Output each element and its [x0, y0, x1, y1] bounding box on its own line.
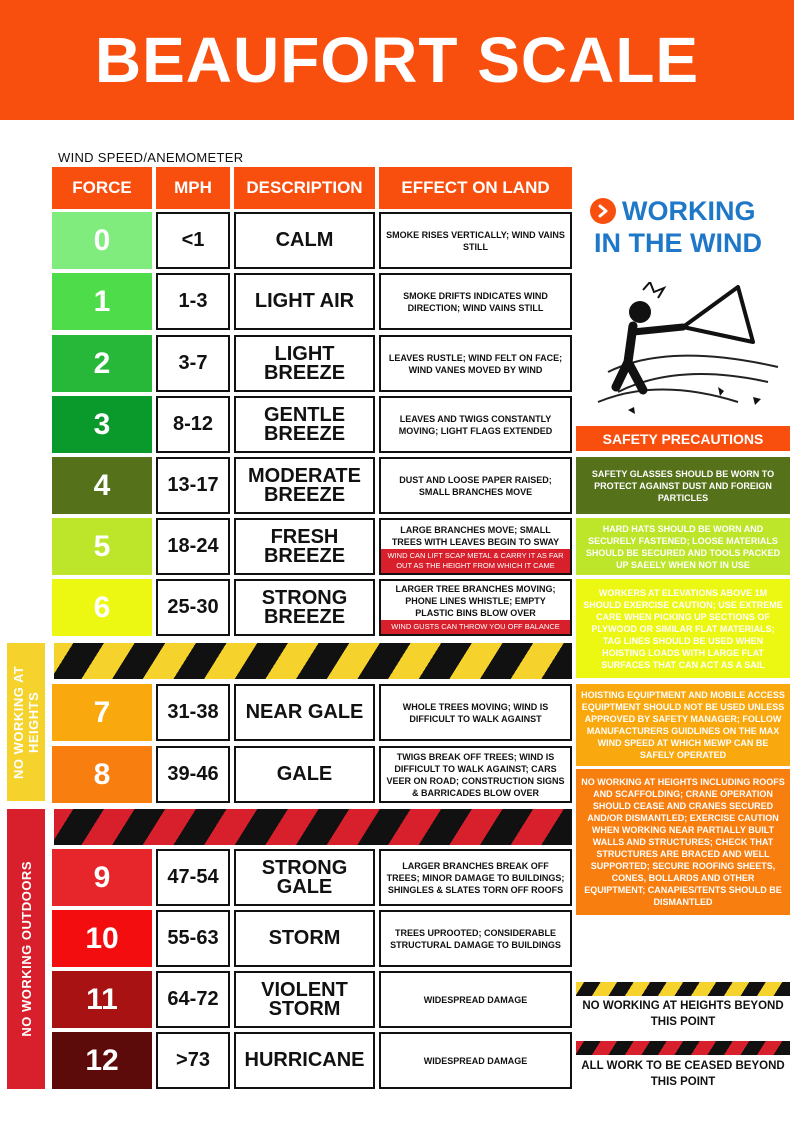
header-description: DESCRIPTION: [234, 167, 375, 209]
force-cell: 0: [52, 212, 152, 269]
mph-cell: 64-72: [156, 971, 230, 1028]
title-line2: IN THE WIND: [594, 228, 762, 258]
effect-cell: [379, 335, 572, 392]
effect-text: LARGE BRANCHES MOVE; SMALL TREES WITH LEAVES BEGIN TO SWAY: [391, 525, 560, 547]
description-cell: GENTLE BREEZE: [234, 396, 375, 453]
force-cell: 4: [52, 457, 152, 514]
mph-cell: 47-54: [156, 849, 230, 906]
mph-cell: 18-24: [156, 518, 230, 575]
band-heights-label: NO WORKING AT HEIGHTS: [11, 665, 41, 779]
working-in-wind-title: [590, 195, 790, 259]
header-force: FORCE: [52, 167, 152, 209]
precaution-box: SAFETY GLASSES SHOULD BE WORN TO PROTECT AGAINST DUST AND FOREIGN PARTICLES: [576, 457, 790, 514]
effect-cell: [379, 746, 572, 803]
description-cell: LIGHT BREEZE: [234, 335, 375, 392]
force-cell: 6: [52, 579, 152, 636]
description-cell: VIOLENT STORM: [234, 971, 375, 1028]
title-line1: WORKING: [622, 196, 756, 226]
mph-cell: 25-30: [156, 579, 230, 636]
legend-heights-stripe: [576, 982, 790, 996]
legend-heights-text: NO WORKING AT HEIGHTS BEYOND THIS POINT: [582, 1000, 784, 1028]
effect-text: LEAVES RUSTLE; WIND FELT ON FACE; WIND VANES MOVED BY WIND: [388, 352, 563, 375]
force-cell: 12: [52, 1032, 152, 1089]
effect-text: WIDESPREAD DAMAGE: [423, 1055, 528, 1066]
force-cell: 10: [52, 910, 152, 967]
description-cell: STRONG GALE: [234, 849, 375, 906]
mph-cell: 13-17: [156, 457, 230, 514]
precaution-box: WORKERS AT ELEVATIONS ABOVE 1M SHOULD EXERCISE CAUTION; USE EXTREME CARE WHEN PICKING UP SECTIONS OF PLYWOOD OR SIMILAR FLAT MATERIALS; TAG LINES SHOULD BE USED WHEN HOISTING LOADS WITH LARGE FLAT SURFACES THAT CAN ACT AS A SAIL: [576, 579, 790, 678]
legend-ceased-stripe: [576, 1041, 790, 1055]
effect-cell: [379, 1032, 572, 1089]
effect-text: TREES UPROOTED; CONSIDERABLE STRUCTURAL DAMAGE TO BUILDINGS: [390, 927, 561, 950]
effect-text: LARGER BRANCHES BREAK OFF TREES; MINOR DAMAGE TO BUILDINGS; SHINGLES & SLATES TORN OFF ROOFS: [386, 860, 565, 895]
mph-cell: 3-7: [156, 335, 230, 392]
header-mph: MPH: [156, 167, 230, 209]
force-cell: 5: [52, 518, 152, 575]
page-title: BEAUFORT SCALE: [94, 24, 700, 96]
band-outdoors-label: NO WORKING OUTDOORS: [18, 861, 34, 1037]
effect-cell: [379, 910, 572, 967]
description-cell: GALE: [234, 746, 375, 803]
description-cell: MODERATE BREEZE: [234, 457, 375, 514]
force-cell: 11: [52, 971, 152, 1028]
force-cell: 7: [52, 684, 152, 741]
mph-cell: 1-3: [156, 273, 230, 330]
description-cell: NEAR GALE: [234, 684, 375, 741]
effect-text: WIDESPREAD DAMAGE: [423, 994, 528, 1005]
title-banner: [0, 0, 794, 120]
mph-cell: >73: [156, 1032, 230, 1089]
mph-cell: 8-12: [156, 396, 230, 453]
effect-text: DUST AND LOOSE PAPER RAISED; SMALL BRANCHES MOVE: [399, 474, 552, 497]
force-cell: 8: [52, 746, 152, 803]
band-no-working-outdoors: [7, 809, 45, 1089]
effect-cell: [379, 518, 572, 575]
description-cell: CALM: [234, 212, 375, 269]
effect-text: SMOKE DRIFTS INDICATES WIND DIRECTION; WIND VAINS STILL: [403, 290, 548, 313]
precaution-box: HARD HATS SHOULD BE WORN AND SECURELY FASTENED; LOOSE MATERIALS SHOULD BE SECURED AND TOOLS PACKED UP SAEELY WHEN NOT IN USE: [576, 518, 790, 575]
effect-cell: [379, 971, 572, 1028]
effect-text: SMOKE RISES VERTICALLY; WIND VAINS STILL: [386, 229, 565, 252]
effect-cell: [379, 579, 572, 636]
effect-cell: [379, 396, 572, 453]
subtitle: WIND SPEED/ANEMOMETER: [58, 150, 244, 165]
legend-ceased-text: ALL WORK TO BE CEASED BEYOND THIS POINT: [581, 1060, 785, 1088]
outdoors-hazard-stripe: [54, 809, 572, 845]
mph-cell: <1: [156, 212, 230, 269]
band-no-working-heights: [7, 643, 45, 801]
effect-cell: [379, 273, 572, 330]
safety-precautions-header: SAFETY PRECAUTIONS: [576, 426, 790, 451]
force-cell: 1: [52, 273, 152, 330]
heights-hazard-stripe: [54, 643, 572, 679]
effect-warning: WIND CAN LIFT SCAP METAL & CARRY IT AS FAR OUT AS THE HEIGHT FROM WHICH IT CAME: [381, 549, 570, 573]
mph-cell: 31-38: [156, 684, 230, 741]
effect-text: TWIGS BREAK OFF TREES; WIND IS DIFFICULT TO WALK AGAINST; CARS VEER ON ROAD; CONSTRUCTION SIGNS & BARRICADES BLOW OVER: [386, 751, 565, 798]
mph-cell: 39-46: [156, 746, 230, 803]
header-effect: EFFECT ON LAND: [379, 167, 572, 209]
effect-cell: [379, 457, 572, 514]
chevron-right-icon: [590, 198, 616, 224]
force-cell: 9: [52, 849, 152, 906]
effect-text: WHOLE TREES MOVING; WIND IS DIFFICULT TO WALK AGAINST: [402, 701, 549, 724]
precaution-box: NO WORKING AT HEIGHTS INCLUDING ROOFS AND SCAFFOLDING; CRANE OPERATION SHOULD CEASE AND CRANES SECURED AND/OR DISMANTLED; EXERCISE CAUTION WHEN WORKING NEAR PARTIALLY BUILT WALLS AND STRUCTURES; CHECK THAT STRUCTURES ARE BRACED AND WELL SUPPORTED; SECURE ROOFING SHEETS, CONES, BOLLARDS AND OTHER EQUIPTMENT; CANAPIES/TENTS SHOULD BE DISMANTLED: [576, 769, 790, 915]
description-cell: STRONG BREEZE: [234, 579, 375, 636]
effect-warning: WIND GUSTS CAN THROW YOU OFF BALANCE: [381, 620, 570, 634]
effect-text: LEAVES AND TWIGS CONSTANTLY MOVING; LIGHT FLAGS EXTENDED: [398, 413, 553, 436]
description-cell: LIGHT AIR: [234, 273, 375, 330]
description-cell: HURRICANE: [234, 1032, 375, 1089]
force-cell: 2: [52, 335, 152, 392]
effect-cell: [379, 684, 572, 741]
mph-cell: 55-63: [156, 910, 230, 967]
person-umbrella-wind-icon: [588, 282, 788, 422]
description-cell: FRESH BREEZE: [234, 518, 375, 575]
force-cell: 3: [52, 396, 152, 453]
description-cell: STORM: [234, 910, 375, 967]
effect-cell: [379, 212, 572, 269]
precaution-box: HOISTING EQUIPTMENT AND MOBILE ACCESS EQUIPTMENT SHOULD NOT BE USED UNLESS APPROVED BY SAFETY MANAGER; FOLLOW MANUFACTURERS GUIDLINES ON THE MAX WIND SPEED AT WHICH MEWP CAN BE SAFELY OPERATED: [576, 684, 790, 766]
effect-text: LARGER TREE BRANCHES MOVING; PHONE LINES WHISTLE; EMPTY PLASTIC BINS BLOW OVER: [395, 583, 556, 618]
effect-cell: [379, 849, 572, 906]
